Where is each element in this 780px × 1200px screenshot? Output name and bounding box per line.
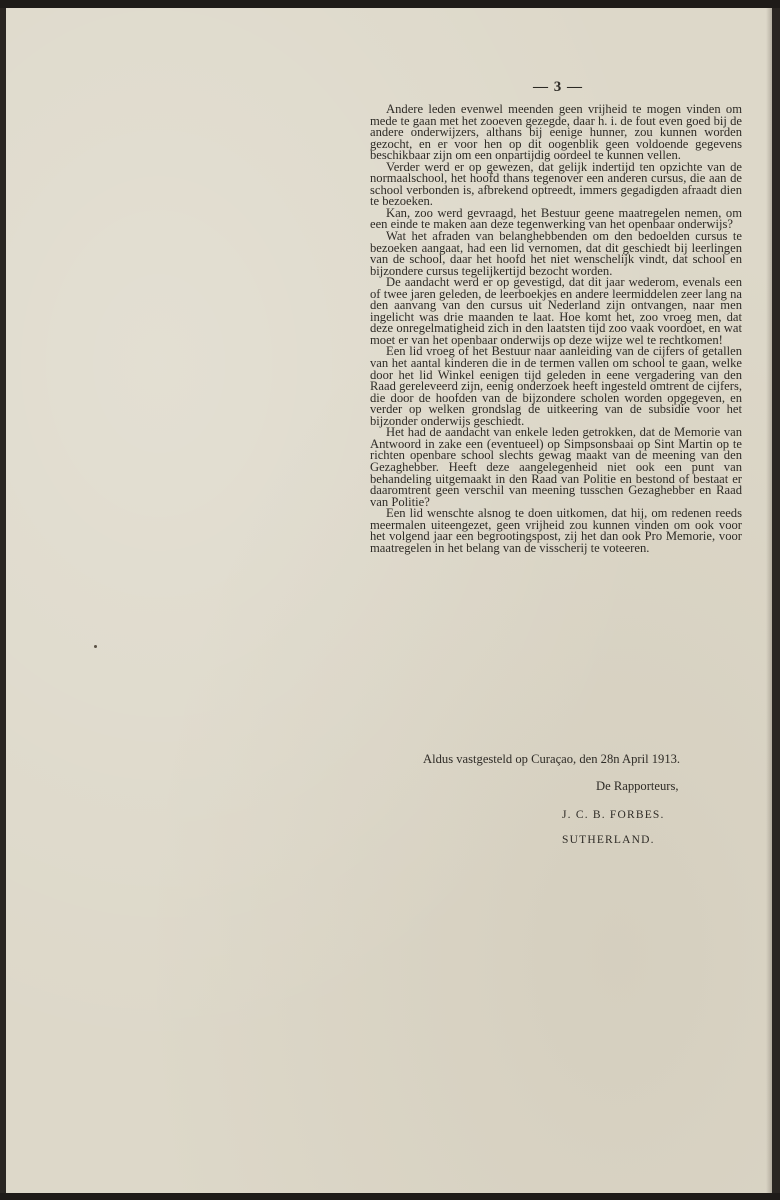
paragraph: Het had de aandacht van enkele leden getrokken, dat de Memorie van Antwoord in zake een (eventueel) op Simpsonsbaai op Sint Martin op te richten openbare school slechts gewag maakt van de meening van den Gezaghebber. Heeft deze aangelegenheid niet ook een punt van behandeling uitgemaakt in den Raad van Politie en bestond of bestaat er daaromtrent geen verschil van meening tusschen Gezaghebber en Raad van Politie? bbox=[370, 425, 742, 509]
page-edge-shadow bbox=[766, 8, 772, 1193]
paragraph: De aandacht werd er op gevestigd, dat dit jaar wederom, evenals een of twee jaren geleden, de leerboekjes en andere leermiddelen zeer lang na den aanvang van den cursus uit Nederland zijn ontvangen, naar men ingelicht was drie maanden te laat. Hoe komt het, zoo vroeg men, dat deze onregelmatigheid zich in den laatsten tijd zoo vaak voordoet, en wat moet er van het openbaar onderwijs op deze wijze wel te rechtkomen! bbox=[370, 275, 742, 347]
scan-border-bottom bbox=[0, 1193, 780, 1200]
signature-title: De Rapporteurs, bbox=[596, 779, 679, 793]
paragraph: Een lid vroeg of het Bestuur naar aanleiding van de cijfers of getallen van het aantal kinderen die in de termen vallen om school te gaan, welke door het lid Winkel eenigen tijd geleden in eene vergadering van den Raad gereleveerd zijn, eenig onderzoek heeft ingesteld omtrent de cijfers, die door de hoofden van de bijzondere scholen worden opgegeven, en verder op welken grondslag de uitkeering van de subsidie voor het bijzonder onderwijs geschiedt. bbox=[370, 344, 742, 428]
paragraph: Wat het afraden van belanghebbenden om den bedoelden cursus te bezoeken aangaat, had een lid vernomen, dat dit geschiedt bij leerlingen van de school, daar het hoofd het niet wenschelijk vindt, dat school en bijzondere cursus tegelijkertijd bezocht worden. bbox=[370, 229, 742, 278]
scan-border-top bbox=[0, 0, 780, 8]
paragraph: Kan, zoo werd gevraagd, het Bestuur geene maatregelen nemen, om een einde te maken aan deze tegenwerking van het openbaar onderwijs? bbox=[370, 205, 742, 232]
body-text-column bbox=[370, 104, 742, 554]
closing-statement: Aldus vastgesteld op Curaçao, den 28n April 1913. bbox=[423, 752, 681, 766]
paragraph: Andere leden evenwel meenden geen vrijheid te mogen vinden om mede te gaan met het zooeven gezegde, daar h. i. de fout even goed bij de andere onderwijzers, althans bij eenige hunner, zou kunnen worden gezocht, en er voor hen op dit oogenblik geen voldoende gegevens beschikbaar zijn om een onpartijdig oordeel te kunnen vellen. bbox=[370, 102, 742, 163]
paragraph: Een lid wenschte alsnog te doen uitkomen, dat hij, om redenen reeds meermalen uiteengezet, geen vrijheid zou kunnen vinden om ook voor het volgend jaar een begrootingspost, zij het dan ook Pro Memorie, voor maatregelen in het belang van de visscherij te voteeren. bbox=[370, 506, 742, 555]
signatory-name: SUTHERLAND. bbox=[562, 834, 655, 846]
page-number: — 3 — bbox=[533, 79, 583, 95]
signatory-name: J. C. B. FORBES. bbox=[562, 809, 665, 821]
paragraph: Verder werd er op gewezen, dat gelijk indertijd ten opzichte van de normaalschool, het hoofd thans tegenover een anderen cursus, die aan de school verbonden is, afbrekend optreedt, immers gegadigden afraadt dien te bezoeken. bbox=[370, 159, 742, 209]
paper-speck bbox=[94, 645, 97, 648]
